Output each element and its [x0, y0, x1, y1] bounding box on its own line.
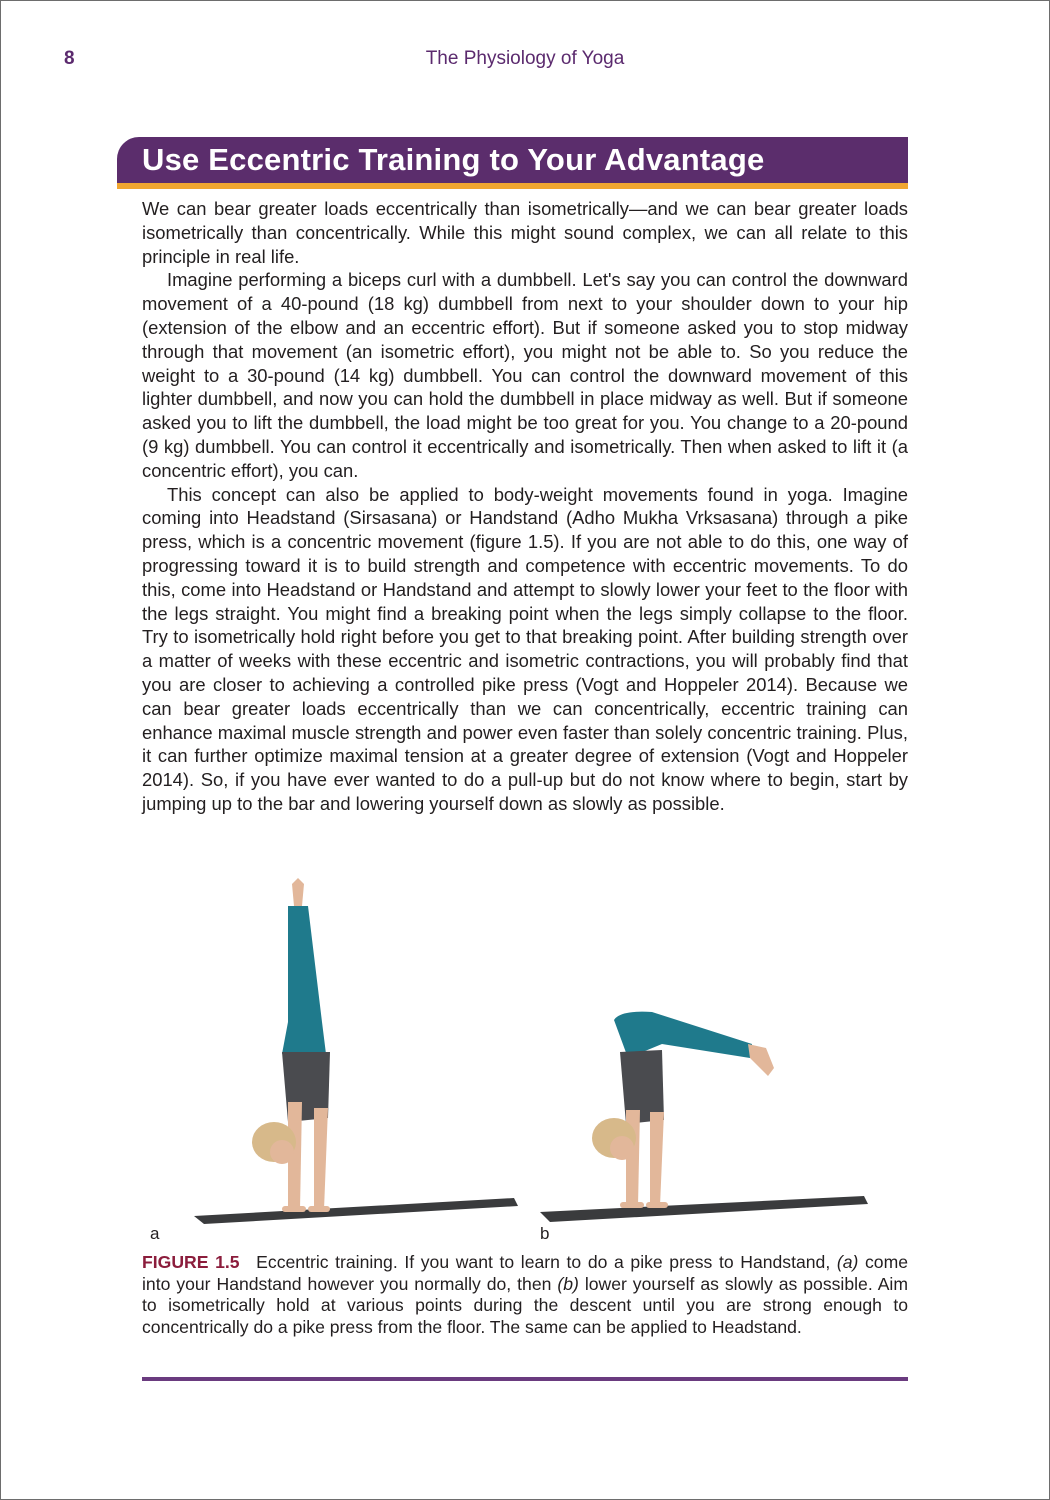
caption-text-1: Eccentric training. If you want to learn to do a pike press to Handstand,: [256, 1252, 831, 1272]
leggings-a: [282, 906, 326, 1054]
figure-1-5: [142, 872, 908, 1242]
figure-caption: [142, 1252, 908, 1338]
page-number: 8: [64, 48, 75, 69]
figure-illustration: [142, 872, 908, 1242]
hand-right-a: [308, 1206, 330, 1212]
caption-ref-a: (a): [836, 1252, 859, 1272]
figure-label: FIGURE 1.5: [142, 1252, 240, 1272]
body-text: [142, 197, 908, 816]
caption-ref-b: (b): [557, 1273, 579, 1294]
yoga-mat-b: [540, 1196, 868, 1222]
bottom-rule: [142, 1377, 908, 1381]
paragraph-3: This concept can also be applied to body-weight movements found in yoga. Imagine coming into Headstand (Sirsasana) or Handstand (Adho Mukha Vrksasana) through a pike press, which is a concentric movement (figure 1.5). If you are not able to do this, one way of progressing toward it is to build strength and competence with eccentric movements. To do this, come into Headstand or Handstand and attempt to slowly lower your feet to the floor with the legs straight. You might find a breaking point when the legs simply collapse to the floor. Try to isometrically hold right before you get to that breaking point. After building strength over a matter of weeks with these eccentric and isometric contractions, you will probably find that you are closer to achieving a controlled pike press (Vogt and Hoppeler 2014). Because we can bear greater loads eccentrically than we can concentrically, eccentric training can enhance maximal muscle strength and power even faster than solely concentric training. Plus, it can further optimize maximal tension at a greater degree of extension (Vogt and Hoppeler 2014). So, if you have ever wanted to do a pull-up but do not know where to begin, start by jumping up to the bar and lowering yourself down as slowly as possible.: [142, 483, 908, 814]
panel-a-handstand: [194, 878, 518, 1224]
paragraph-1: We can bear greater loads eccentrically than isometrically—and we can bear greater loads isometrically than concentrically. While this might sound complex, we can all relate to this principle in real life.: [142, 198, 908, 267]
leggings-b: [614, 1012, 752, 1058]
panel-b-label: b: [540, 1224, 550, 1243]
feet-b: [748, 1044, 774, 1076]
arm-right-b: [650, 1112, 664, 1206]
hand-left-a: [282, 1206, 306, 1212]
arm-right-a: [314, 1108, 328, 1210]
yoga-mat-a: [194, 1198, 518, 1224]
running-head: The Physiology of Yoga: [425, 48, 625, 69]
caption-text-3: lower yourself as slowly as possible. Aim to isometrically hold at various points during the descent until you are strong enough to concentrically do a pike press from the floor. The same can be applied to Headstand.: [142, 1273, 908, 1337]
section-title: Use Eccentric Training to Your Advantage: [142, 142, 765, 177]
panel-a-label: a: [150, 1224, 160, 1243]
hand-left-b: [620, 1202, 644, 1208]
paragraph-2: Imagine performing a biceps curl with a dumbbell. Let's say you can control the downward movement of a 40-pound (18 kg) dumbbell from next to your shoulder down to your hip (extension of the elbow and an eccentric effort). But if someone asked you to stop midway through that movement (an isometric effort), you might not be able to. So you reduce the weight to a 30-pound (14 kg) dumbbell. You can control the downward movement of this lighter dumbbell, and now you can hold the dumbbell in place midway as well. But if someone asked you to lift the dumbbell, the load might be too great for you. You change to a 20-pound (9 kg) dumbbell. You can control it eccentrically and isometrically. Then when asked to lift it (a concentric effort), you can.: [142, 269, 908, 481]
face-a: [270, 1140, 294, 1164]
caption-text-2: come into your Handstand however you normally do, then: [142, 1252, 909, 1294]
section-title-bar: [117, 137, 908, 189]
face-b: [610, 1136, 634, 1160]
hand-right-b: [646, 1202, 668, 1208]
feet-a: [292, 878, 304, 906]
panel-b-pike: [540, 1012, 868, 1222]
